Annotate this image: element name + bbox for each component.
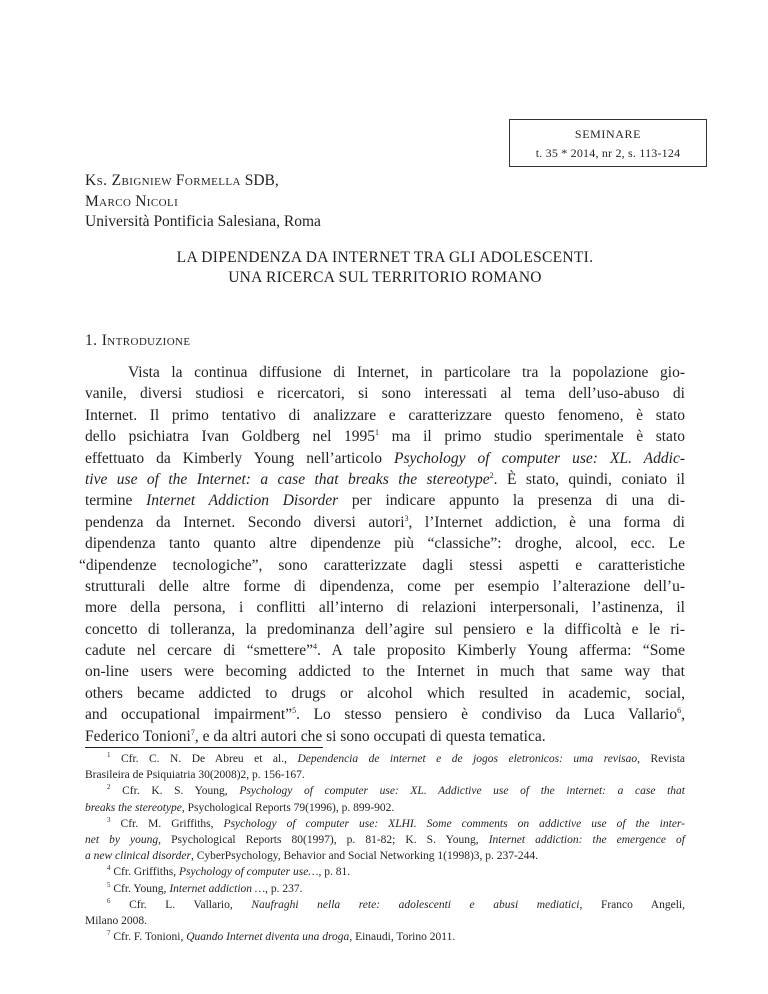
author-1 <box>85 171 321 192</box>
body-line: vanile, diversi studiosi e ricercatori, si sono interessati al tema dell’uso-abuso di <box>85 385 685 403</box>
author-2 <box>85 192 321 213</box>
footnote-ref: 1 <box>374 428 379 438</box>
journal-info-box <box>509 119 707 167</box>
title-line-1: LA DIPENDENZA DA INTERNET TRA GLI ADOLESCENTI. <box>176 249 594 266</box>
body-line: pendenza da Internet. Secondo diversi autori$^3$, l’Internet addiction, è una forma di <box>85 513 685 531</box>
body-line: termine Internet Addiction Disorder per indicare appunto la presenza di una di- <box>85 492 685 510</box>
author-1-first: Ks. Zbigniew <box>85 172 172 189</box>
author-2-last: Nicoli <box>135 192 179 210</box>
body-line: tive use of the Internet: a case that breaks the stereotype$^2$. È stato, quindi, coniato il <box>85 470 685 488</box>
body-line: Federico Tonioni$^7$, e da altri autori che si sono occupati di questa tematica. <box>85 727 546 745</box>
footnote-ref: 3 <box>404 513 409 523</box>
footnote-3-cont: net by young, Psychological Reports 80(1997), p. 81-82; K. S. Young, Internet addiction: the emergence of <box>85 833 686 846</box>
footnote-5: $^5$ Cfr. Young, Internet addiction …, p. 237. <box>107 880 303 895</box>
body-line: more della persona, i conflitti all’interno di relazioni interpersonali, l’astinenza, il <box>85 599 685 617</box>
footnote-ref: 6 <box>677 706 682 716</box>
footnote-7: $^7$ Cfr. F. Tonioni, Quando Internet diventa una droga, Einaudi, Torino 2011. <box>107 929 456 944</box>
footnote-6-cont: Milano 2008. <box>85 914 147 927</box>
footnote-2-cont: breaks the stereotype, Psychological Reports 79(1996), p. 899-902. <box>85 801 395 814</box>
footnote-1-cont: Brasileira de Psiquiatria 30(2008)2, p. 156-167. <box>85 769 305 782</box>
footnote-4: $^4$ Cfr. Griffiths, Psychology of computer use…, p. 81. <box>107 864 351 879</box>
body-paragraph <box>79 362 685 747</box>
body-line: dipendenza tanto quanto altre dipendenze più “classiche”: droghe, alcool, ecc. Le <box>85 535 685 553</box>
body-line: others became addicted to drugs or alcohol which resulted in academic, social, <box>85 684 685 702</box>
body-line: Vista la continua diffusione di Internet, in particolare tra la popolazione gio- <box>128 364 685 381</box>
body-line: effettuato da Kimberly Young nell’articolo Psychology of computer use: XL. Addic- <box>85 449 685 467</box>
author-1-suffix: SDB, <box>240 172 279 189</box>
footnote-ref: 5 <box>292 706 297 716</box>
footnote-ref: 2 <box>489 470 494 480</box>
body-line: Internet. Il primo tentativo di analizzare e caratterizzare questo fenomeno, è stato <box>85 406 685 424</box>
title-line-2: UNA RICERCA SUL TERRITORIO ROMANO <box>228 269 542 286</box>
footnote-separator <box>85 747 323 748</box>
body-line: cadute nel cercare di “smettere”$^4$. A tale proposito Kimberly Young afferma: “Some <box>85 641 685 660</box>
journal-citation: t. 35 * 2014, nr 2, s. 113-124 <box>535 146 681 160</box>
body-line: “dipendenze tecnologiche”, sono caratterizzate dagli stessi aspetti e caratteristiche <box>79 556 685 574</box>
footnotes <box>85 751 685 945</box>
footnote-6: $^6$ Cfr. L. Vallario, Naufraghi nella rete: adolescenti e abusi mediatici, Franco Angeli, <box>107 896 685 911</box>
body-line: and occupational impairment”$^5$. Lo stesso pensiero è condiviso da Luca Vallario$^6$, <box>85 706 685 724</box>
footnote-ref: 4 <box>313 641 318 651</box>
author-block <box>85 171 321 233</box>
affiliation: Università Pontificia Salesiana, Roma <box>85 213 321 230</box>
author-2-first: Marco <box>85 192 132 210</box>
footnote-3-cont2: a new clinical disorder, CyberPsychology, Behavior and Social Networking 1(1998)3, p. 237-244. <box>85 850 539 863</box>
article-title <box>85 248 685 288</box>
body-line: on-line users were becoming addicted to the Internet in much that same way that <box>85 663 685 681</box>
footnote-1: $^1$ Cfr. C. N. De Abreu et al., Dependencia de internet e de jogos eletronicos: uma revisao, Revista <box>107 751 685 765</box>
author-1-last: Formella <box>175 172 241 189</box>
section-heading <box>85 332 191 350</box>
footnote-2: $^2$ Cfr. K. S. Young, Psychology of computer use: XL. Addictive use of the internet: a case that <box>107 783 685 798</box>
footnote-3: $^3$ Cfr. M. Griffiths, Psychology of computer use: XLHI. Some comments on addictive use of the inter- <box>107 815 685 830</box>
body-line: dello psichiatra Ivan Goldberg nel 1995$^1$ ma il primo studio sperimentale è stato <box>85 428 685 446</box>
journal-name: SEMINARE <box>574 127 642 141</box>
section-title: Introduzione <box>101 332 191 349</box>
footnote-ref: 7 <box>190 727 195 737</box>
body-line: concetto di tolleranza, la predominanza dell’agire sul pensiero e la difficoltà e le ri- <box>85 620 685 638</box>
body-line: strutturali delle altre forme di dipendenza, come per esempio l’alterazione dell’u- <box>85 577 685 595</box>
section-number: 1. <box>85 332 98 349</box>
